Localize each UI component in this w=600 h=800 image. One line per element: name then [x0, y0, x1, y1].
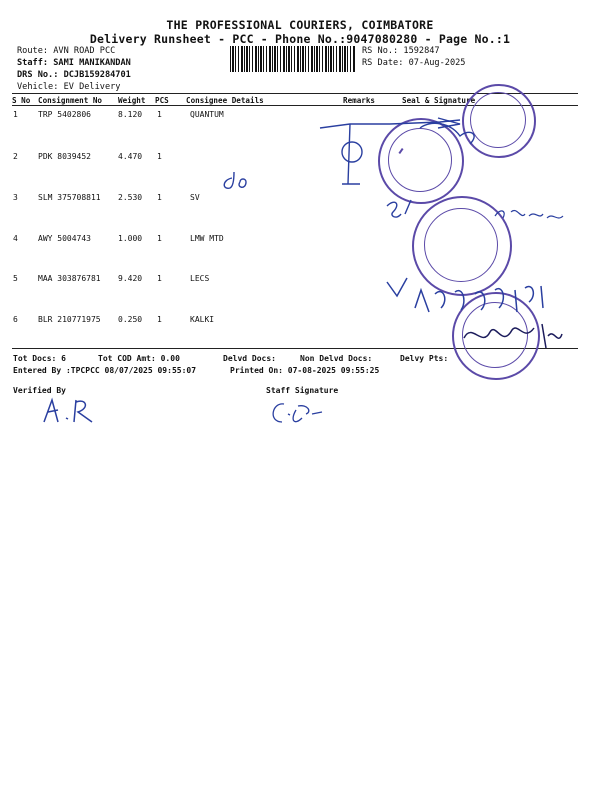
- row-sno: 3: [13, 193, 18, 202]
- total-docs: Tot Docs: 6: [13, 354, 66, 363]
- row6-signature-scribble: [462, 318, 562, 358]
- reference-number-handwriting: [385, 272, 555, 322]
- barcode: [230, 46, 356, 72]
- row-sno: 6: [13, 315, 18, 324]
- col-header-consignment: Consignment No: [38, 96, 103, 105]
- row-consignment: PDK 8039452: [38, 152, 91, 161]
- delivered-docs: Delvd Docs:: [223, 354, 276, 363]
- row-pcs: 1: [157, 193, 162, 202]
- row-weight: 1.000: [118, 234, 143, 243]
- verified-by-label: Verified By: [13, 386, 66, 395]
- drs-number: DRS No.: DCJB159284701: [17, 70, 131, 80]
- staff-signature: [268, 400, 328, 430]
- row1-signature-scribble: [320, 110, 520, 200]
- row-pcs: 1: [157, 110, 162, 119]
- remark-do-handwriting: [220, 170, 260, 195]
- row-weight: 4.470: [118, 152, 143, 161]
- row-pcs: 1: [157, 315, 162, 324]
- row-consignment: SLM 375708811: [38, 193, 101, 202]
- phone-note-handwriting: [385, 196, 580, 246]
- delivery-points: Delvy Pts:: [400, 354, 449, 363]
- row-consignment: AWY 5004743: [38, 234, 91, 243]
- row-weight: 9.420: [118, 274, 143, 283]
- row-sno: 4: [13, 234, 18, 243]
- row-consignment: MAA 303876781: [38, 274, 101, 283]
- col-header-consignee: Consignee Details: [186, 96, 264, 105]
- row-pcs: 1: [157, 274, 162, 283]
- row-pcs: 1: [157, 234, 162, 243]
- row-weight: 0.250: [118, 315, 143, 324]
- rs-number: RS No.: 1592847: [362, 46, 440, 56]
- row-weight: 2.530: [118, 193, 143, 202]
- row-consignee: KALKI: [190, 315, 215, 324]
- rs-date: RS Date: 07-Aug-2025: [362, 58, 466, 68]
- printed-on: Printed On: 07-08-2025 09:55:25: [230, 366, 380, 375]
- row-consignee: SV: [190, 193, 200, 202]
- col-header-seal-signature: Seal & Signature: [402, 96, 476, 105]
- row-consignee: LMW MTD: [190, 234, 224, 243]
- col-header-weight: Weight: [118, 96, 146, 105]
- row-weight: 8.120: [118, 110, 143, 119]
- col-header-sno: S No: [12, 96, 31, 105]
- staff-signature-label: Staff Signature: [266, 386, 339, 395]
- company-title: THE PROFESSIONAL COURIERS, COIMBATORE: [166, 18, 434, 32]
- row-consignment: TRP 5402806: [38, 110, 91, 119]
- verifier-signature: [40, 398, 110, 428]
- staff-label: Staff: SAMI MANIKANDAN: [17, 58, 131, 68]
- col-header-remarks: Remarks: [343, 96, 376, 105]
- row-consignee: QUANTUM: [190, 110, 224, 119]
- total-cod-amount: Tot COD Amt: 0.00: [98, 354, 180, 363]
- row-consignment: BLR 210771975: [38, 315, 101, 324]
- row-consignee: LECS: [190, 274, 210, 283]
- runsheet-title: Delivery Runsheet - PCC - Phone No.:9047080280 - Page No.:1: [89, 32, 511, 46]
- row-pcs: 1: [157, 152, 162, 161]
- entered-by: Entered By :TPCPCC 08/07/2025 09:55:07: [13, 366, 197, 375]
- route-label: Route: AVN ROAD PCC: [17, 46, 116, 56]
- non-delivered-docs: Non Delvd Docs:: [300, 354, 373, 363]
- row-sno: 5: [13, 274, 18, 283]
- vehicle-label: Vehicle: EV Delivery: [17, 82, 121, 92]
- row-sno: 1: [13, 110, 18, 119]
- row-sno: 2: [13, 152, 18, 161]
- col-header-pcs: PCS: [155, 96, 169, 105]
